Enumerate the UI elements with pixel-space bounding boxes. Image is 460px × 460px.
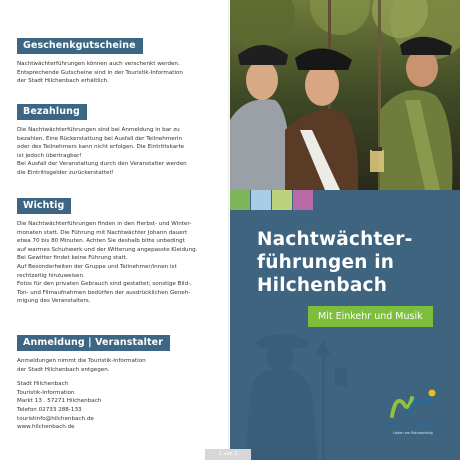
section-heading: Wichtig — [17, 198, 71, 214]
night-watchmen-photo — [230, 0, 460, 190]
cover-panel — [230, 190, 460, 460]
section-gutscheine — [17, 33, 222, 86]
text-line: Fotos für den privaten Gebrauch sind gestattet; sonstige Bild-, — [17, 281, 192, 288]
section-bezahlung — [17, 99, 222, 178]
text-line: ist jedoch übertragbar! — [17, 152, 82, 159]
section-heading: Anmeldung | Veranstalter — [17, 335, 170, 351]
text-line: Anmeldungen nimmt die Touristik-Information — [17, 358, 146, 364]
text-line: der Stadt Hilchenbach erhältlich. — [17, 78, 109, 85]
logo-icon — [378, 386, 448, 422]
title-line: Nachtwächter- — [257, 229, 413, 250]
text-line: etwa 70 bis 80 Minuten. Achten Sie deshalb bitte unbedingt — [17, 238, 185, 245]
text-line: migung des Veranstalters. — [17, 298, 91, 305]
page-indicator: 1 von 2 — [205, 449, 251, 460]
logo-name: HILCHENBACH — [383, 422, 443, 430]
address-line: Markt 13 . 57271 Hilchenbach — [17, 398, 102, 405]
address-line: Stadt Hilchenbach — [17, 381, 69, 388]
logo-tagline: Leben am Rothaarsteig — [393, 431, 433, 435]
address-website[interactable]: www.hilchenbach.de — [17, 424, 75, 431]
title-line: Hilchenbach — [257, 275, 388, 296]
text-line: Die Nachtwächterführungen finden in den Herbst- und Winter- — [17, 221, 192, 227]
address-block — [17, 380, 222, 432]
text-line: Bei Gewitter findet keine Führung statt. — [17, 255, 128, 262]
brochure-title — [257, 228, 457, 297]
section-text — [17, 60, 222, 86]
text-line: monaten statt. Die Führung mit Nachtwächter Johann dauert — [17, 229, 188, 236]
section-text — [17, 357, 222, 432]
text-line: Die Nachtwächterführungen sind bei Anmeldung in bar zu — [17, 127, 180, 133]
cover-page — [230, 0, 460, 460]
text-line: die Eintrittsgelder zurückerstattet! — [17, 169, 114, 176]
text-line: oder des Teilnehmers kann nicht erfolgen. Die Eintrittskarte — [17, 144, 185, 151]
text-line: Bei Ausfall der Veranstaltung durch den Veranstalter werden — [17, 161, 187, 168]
title-line: führungen in — [257, 252, 395, 273]
section-wichtig — [17, 193, 222, 306]
text-line: Ton- und Filmaufnahmen bedürfen der ausdrücklichen Geneh- — [17, 289, 191, 296]
section-heading: Geschenkgutscheine — [17, 38, 143, 54]
address-email[interactable]: touristinfo@hilchenbach.de — [17, 415, 94, 422]
hilchenbach-logo — [378, 386, 448, 446]
text-line: Nachtwächterführungen können auch verschenkt werden. — [17, 61, 180, 67]
section-text — [17, 126, 222, 178]
text-line: der Stadt Hilchenbach entgegen. — [17, 366, 110, 373]
text-line: auf warmes Schuhwerk und der Witterung angepasste Kleidung. — [17, 246, 198, 253]
address-phone: Telefon 02733 288-133 — [17, 406, 82, 413]
info-page — [0, 0, 228, 460]
text-line: Entsprechende Gutscheine sind in der Touristik-Information — [17, 69, 183, 76]
section-anmeldung — [17, 330, 222, 432]
text-line: Auf Besonderheiten der Gruppe und Teilnehmer/innen ist — [17, 263, 177, 270]
section-heading: Bezahlung — [17, 104, 87, 120]
photo-illustration — [230, 0, 460, 190]
address-line: Touristik-Information — [17, 389, 75, 396]
text-line: bezahlen. Eine Rückerstattung bei Ausfall der Teilnehmerin — [17, 135, 183, 142]
subtitle-badge: Mit Einkehr und Musik — [308, 306, 433, 327]
section-text — [17, 220, 222, 306]
text-line: rechtzeitig hinzuweisen. — [17, 272, 85, 279]
